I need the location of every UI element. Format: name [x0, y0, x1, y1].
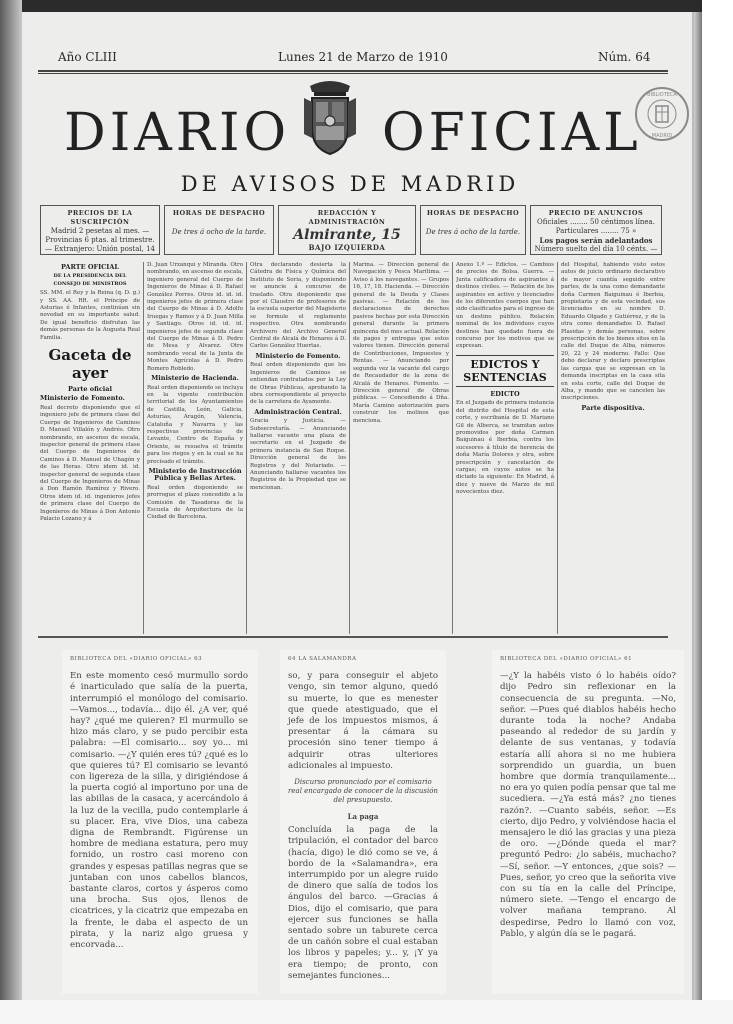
office-hours-box-left: HORAS DE DESPACHO De tres á ocho de la tarde.	[164, 205, 274, 255]
issue-date: Lunes 21 de Marzo de 1910	[278, 50, 448, 64]
editorial-office-box: REDACCIÓN Y ADMINISTRACIÓN Almirante, 15 BAJO IZQUIERDA	[278, 205, 416, 255]
title-right: OFICIAL	[382, 103, 642, 163]
issue-number: Núm. 64	[598, 50, 651, 64]
column-separator	[557, 262, 558, 634]
masthead-info-line	[38, 50, 668, 66]
newspaper-subtitle: DE AVISOS DE MADRID	[180, 172, 520, 196]
section-bottom-rule	[38, 636, 668, 638]
column-6: del Hospital, habiendo visto estos autos de juicio ordinario declarativo de mayor cuantía seguido entre partes, de la una como demandante doña Carmen Baiguinau é Iberbia, propietaria y de esta vecindad, sus licenciados en su nombre D. Eduardo Olgado y Gutiérrez, y de la otra como demandados D. Rafael Plasidas y demás personas, sobre prescripción de los bienes sitos en la calle del Duque de Alba, números 20, 22 y 24 moderno. Fallo: Que debo declarar y declaro prescriptas las cargas que se expresan en la demanda inscriptas en la casa sita en esta corte, calle del Duque de Alba, y mando que se cancelen las inscripciones. Parte dispositiva.	[561, 262, 665, 412]
page-edge	[694, 12, 702, 1000]
edictos-heading: EDICTOS Y SENTENCIAS	[456, 355, 554, 387]
masthead-rule-top-thin	[38, 73, 668, 74]
column-3: Otra declarando desierta la Cátedra de Física y Química del Instituto de Soria, y disponiendo se anuncie á concurso de traslado. Otra disponiendo que por el Claustro de profesores de la escuela superior del Magisterio se formule el reglamento respectivo. Otra nombrando Archivero del Archivo General Central de Alcalá de Henares á D. Carlos González Huertas. Ministerio de Fomento. Real orden disponiendo que los Ingenieros de Caminos se entiendan contratados por la Ley de Obras Públicas, aprobando la obra correspondiente al proyecto de la carretera de Ayamonte. Administración Central. Gracia y Justicia. — Subsecretaría. — Anunciando hallarse vacante una plaza de secretario en el Juzgado de primera instancia de San Roque. Dirección general de los Registros y del Notariado. — Anunciando hallarse vacantes los Registros de la Propiedad que se mencionan.	[250, 262, 346, 491]
book-spine	[0, 0, 22, 1024]
advert-prices-box: PRECIO DE ANUNCIOS Oficiales ........ 50 céntimos línea. Particulares ........ 75 » Los pagos serán adelantados Número suelto del día 10 cénts. —	[530, 205, 662, 255]
background-right	[702, 0, 733, 1024]
issue-year: Año CLIII	[58, 50, 117, 64]
background-bottom	[0, 1000, 733, 1024]
book-page-left: BIBLIOTECA DEL «DIARIO OFICIAL» 63 En este momento cesó murmullo sordo é inarticulado que salía de la puerta, interrumpió el monólogo del comisario. —Vamos..., todavía... dijo él. ¿A ver, qué hay? ¿qué me quieren? El murmullo se hizo más claro, y se pudo percibir esta palabra: —El comisario... soy yo... mi comisario. —¿Y quién eres tú? ¿qué es lo que quieres tú? El comisario se levantó con ligereza de la silla, y dirigiéndose á la puerta cogió al importuno por una de las abillas de la casaca, y acercándolo á la luz de la vecilla, pudo contemplarle á su placer. Era, vive Dios, una cabeza digna de Rembrandt. Figúrense un hombre de mediana estatura, pero muy fornido, un rostro casi moreno con grandes y espesas patillas negras que se juntaban con unos cabellos blancos, bastante claros, cortos y ásperos como una brocha. Sus ojos, llenos de cicatrices, y la cicatriz que empezaba en la frente, le daba el aspecto de un pirata, y la nariz algo gruesa y encorvada...	[62, 650, 258, 994]
subscription-prices-box: PRECIOS DE LA SUSCRIPCIÓN Madrid 2 pesetas al mes. — Provincias 6 ptas. al trimestre. — Extranjero: Unión postal, 14	[40, 205, 160, 255]
column-4: Marina. — Dirección general de Navegación y Pesca Marítima. — Aviso á los navegantes. — Grupos 16, 17, 18. Hacienda. — Dirección general de la Deuda y Clases pasivas. — Relación de los declaraciones de derechos pasivos hechas por esta Dirección general durante la primera quincena del mes actual. Relación de pagos y entregas que estos valores tienen. Dirección general de Contribuciones, Impuestos y Rentas. — Anunciando por segunda vez la vacante del cargo de Recaudador de la zona de Alcalá de Henares. Fomento. — Dirección general de Obras públicas. — Concediendo á Dña. María Camino autorización para construir los molinos que menciona.	[353, 262, 449, 424]
column-5: Anexo 1.º — Edictos. — Cambios de precios de Bolsa. Guerra. — Junta calificadora de aspirantes á destinos civiles. — Relación de los aspirantes en activo y licenciados de los diferentes cuerpos que han sido clasificados para el ingreso de un destino público. Relación nominal de los individuos cuyos destinos han quedado fuera de concurso por los motivos que se expresan. EDICTOS Y SENTENCIAS EDICTO En el Juzgado de primera instancia del distrito del Hospital de esta corte, y escribanía de D. Mariano Gil de Alberca, se tramitan autos promovidos por doña Carmen Baiguinau é Iberbia, contra los sucesores á título de herencia de doña María Dolores y otra, sobre prescripción y cancelación de cargas; en cuyos autos se ha dictado la siguiente: En Madrid, á diez y nueve de Marzo de mil novecientos diez.	[456, 262, 554, 496]
column-2: D. Juan Urzanqui y Miranda. Otro nombrando, en ascenso de escala, ingeniero general del Cuerpo de Ingenieros de Minas á D. Rafael González Porres. Otros id. id. id. ingenieros jefes de primera clase del Cuerpo de Minas á D. Adolfo Iruegas y Ramos y á D. Juan Milla y Santiago. Otros id. id. id. ingenieros jefes de segunda clase del Cuerpo de Minas á D. Pedro de Mesa y Alvarez. Otro nombrando vocal de la Junta de Montes Agrícolas á D. Pedro Romero Robledo. Ministerio de Hacienda. Real orden disponiendo se incluya en la vigente contribución territorial de los Ayuntamientos de Castilla, León, Galicia, Asturias, Aragón, Valencia, Cataluña y Navarra y las respectivas provincias de Levante, Centro de España y Oriente, se resuelva el trámite para los riegos y en la cual se ha precisado el trámite. Ministerio de Instrucción Pública y Bellas Artes. Real orden disponiendo se prorrogue el plazo concedido a la Comisión de Tasadoras de la Escuela de Arquitectura de la Ciudad de Barcelona.	[147, 262, 243, 521]
svg-text:MADRID: MADRID	[651, 133, 673, 139]
column-1: PARTE OFICIAL DE LA PRESIDENCIA DEL CONSEJO DE MINISTROS SS. MM. el Rey y la Reina (q. D. g.) y SS. AA. RR. el Príncipe de Asturias é Infantes, continúan sin novedad en su importante salud. De igual beneficio disfrutan las demás personas de la Augusta Real Familia. Gaceta de ayer Parte oficial Ministerio de Fomento. Real decreto disponiendo que el ingeniero jefe de primera clase del Cuerpo de Ingenieros de Caminos D. Manuel Villalón y Andrés. Otro nombrando, en ascenso de escala, inspector general de primera clase del Cuerpo de Ingenieros de Caminos á D. Manuel de Uhagón y de las Heras. Otro idem id. id. inspector general de segunda clase del Cuerpo de Ingenieros de Minas á Don Ramón Ramírez y Rivero. Otros idem id. id. ingenieros jefes de primera clase del Cuerpo de Ingenieros de Minas á Don Antonio Palacio Lozano y á	[40, 263, 140, 522]
column-separator	[246, 262, 247, 634]
library-stamp	[634, 86, 690, 142]
book-page-middle: 64 LA SALAMANDRA so, y para conseguir el abjeto vengo, sin temor alguno, quedó su muerte, lo que es menester que quede atestiguado, que el jefe de los impuestos mismos, á presentar á la cámara su procesión sino tener tiempo á adquirir otras ulteriores adicionales al impuesto. Discurso pronunciado por el comisario real encargado de conocer de la discusión del presupuesto. La paga Concluída la paga de la tripulación, el contador del barco (hacía, digo) le dió como se ve, á bordo de la «Salamandra», era interrumpido por un alegre ruido de dinero que salía de todos los ángulos del barco. —Gracias á Dios, dijo el comisario, que para ejercer sus funciones se halla sentado sobre un taburete cerca de un cañón sobre el cual estaban los libros y papeles; y... y, ¡Y ya era tiempo; de pronto, con semejantes funciones...	[280, 650, 446, 994]
title-left: DIARIO	[64, 103, 291, 163]
gaceta-heading: Gaceta de ayer	[48, 346, 132, 383]
column-separator	[143, 262, 144, 634]
column-separator	[452, 262, 453, 634]
office-hours-box-right: HORAS DE DESPACHO De tres á ocho de la tarde.	[420, 205, 526, 255]
book-page-right: BIBLIOTECA DEL «DIARIO OFICIAL» 61 —¿Y la habéis visto ó lo habéis oído? dijo Pedro sin reflexionar en la consecuencia de su pregunta. —No, señor. —Pues qué diablos habéis hecho durante toda la noche? Andaba paseando al rededor de su jardín y delante de sus ventanas, y todavía estaría allí ahora si no me hubiera sorprendido un guardia, un buen hombre que dormía tranquilamente... no era yo quien podía pensar que tal me sucediera. —¿Ya está más? ¿no tienes razón?. —Cuanto sabéis, señor. —Es cierto, dijo Pedro, y volviéndose hacia el mensajero le dió las gracias y una pieza de oro. —¿Dónde queda el mar? preguntó Pedro: ¿lo sabéis, muchacho? —Sí, señor. —Y entonces, ¿que sois? —Pues, señor, yo creo que la señorita vive con su tía en la calle del Príncipe, número siete. —Tengo el encargo de volver mañana temprano. Al despedirse, Pedro lo llamó con voz, Pablo, y algún día se le pagará.	[492, 650, 684, 994]
masthead-rule-top	[38, 70, 668, 72]
svg-text:BIBLIOTECA: BIBLIOTECA	[647, 92, 677, 98]
coat-of-arms-icon	[300, 78, 360, 158]
column-separator	[349, 262, 350, 634]
